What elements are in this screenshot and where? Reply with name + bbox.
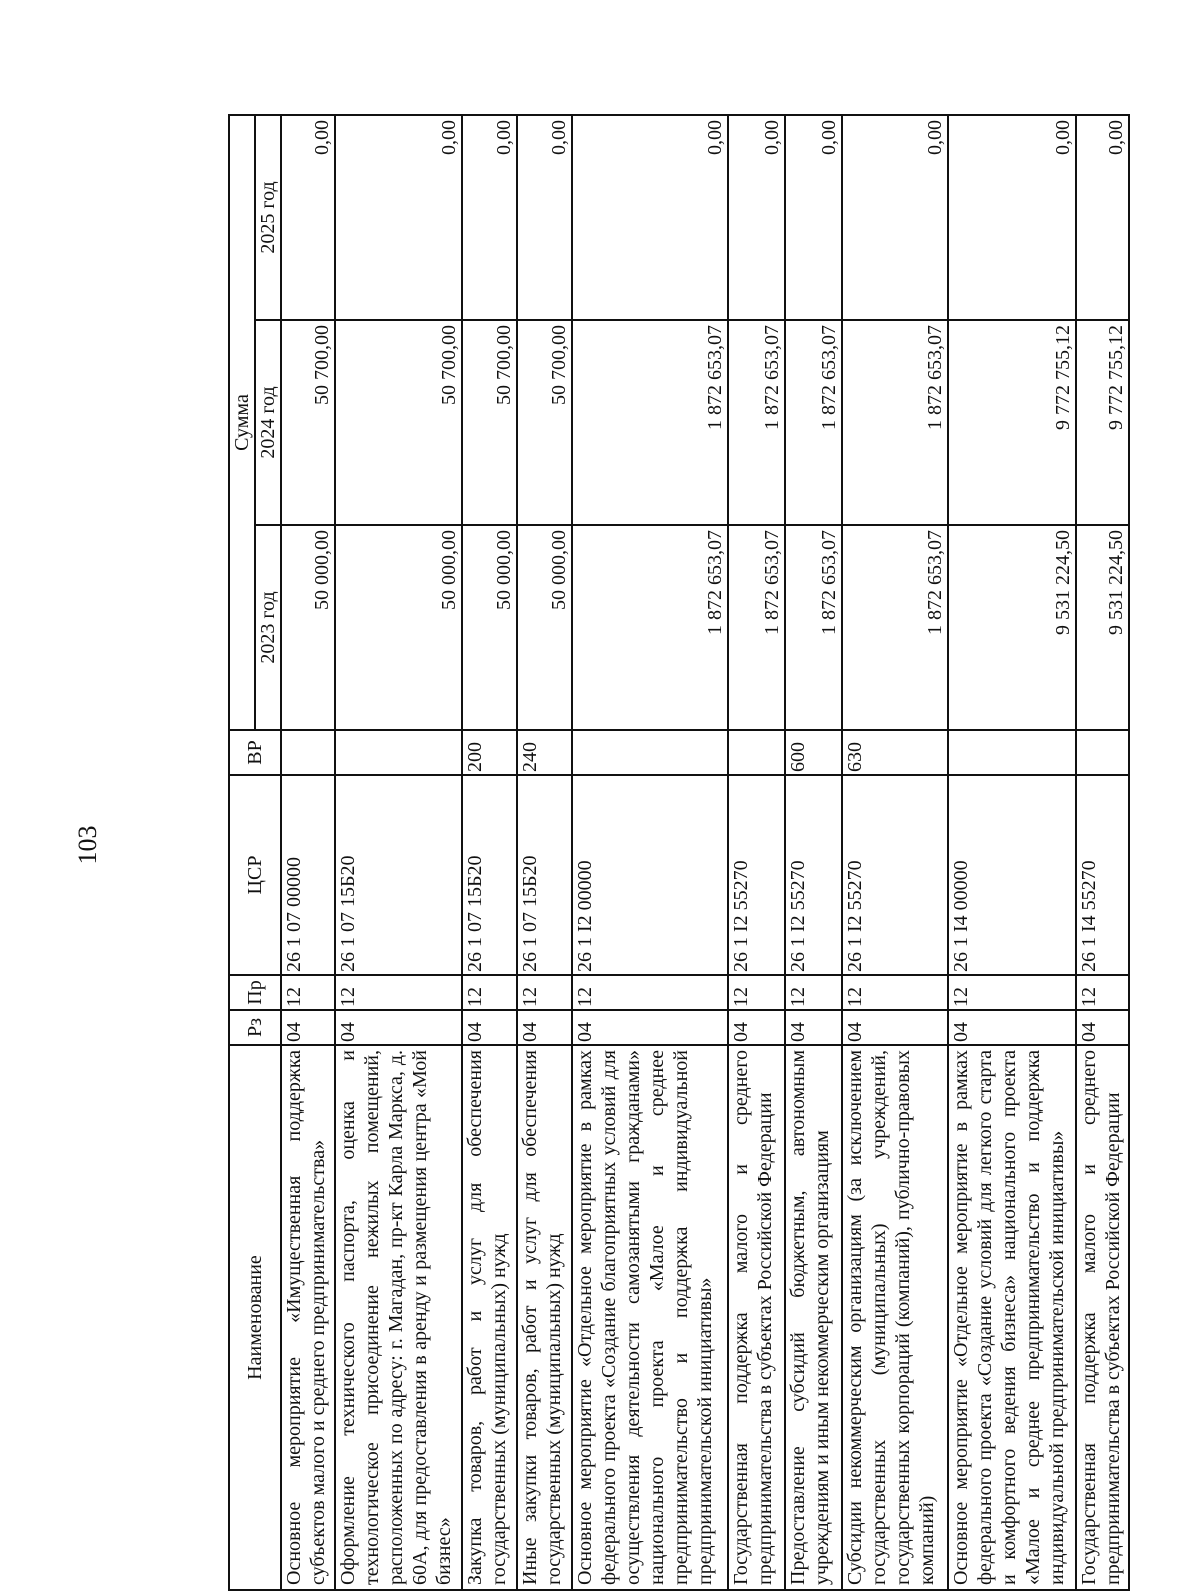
row-2024: 9 772 755,12 — [1076, 320, 1129, 525]
row-2025: 0,00 — [517, 115, 572, 320]
row-pr: 12 — [785, 975, 842, 1010]
header-2023: 2023 год — [255, 525, 281, 730]
row-vr — [281, 730, 335, 775]
row-2024: 50 700,00 — [462, 320, 517, 525]
row-pr: 12 — [1076, 975, 1129, 1010]
row-csr: 26 1 07 15Б20 — [462, 775, 517, 975]
row-vr — [1076, 730, 1129, 775]
header-rz: Рз — [229, 1010, 281, 1045]
row-rz: 04 — [948, 1010, 1076, 1045]
row-2024: 50 700,00 — [517, 320, 572, 525]
row-csr: 26 1 07 15Б20 — [335, 775, 462, 975]
table-row — [572, 115, 728, 1590]
row-2023: 50 000,00 — [462, 525, 517, 730]
row-name: Основное мероприятие «Отдельное мероприятие в рамках федерального проекта «Создание благоприятных условий для осуществления деятельности самозанятыми гражданами» национального проекта «Малое и среднее предпринимательство и поддержка индивидуальной предпринимательской инициативы» — [572, 1045, 728, 1590]
row-2023: 50 000,00 — [335, 525, 462, 730]
row-2023: 50 000,00 — [281, 525, 335, 730]
row-2023: 9 531 224,50 — [1076, 525, 1129, 730]
row-name: Основное мероприятие «Отдельное мероприятие в рамках федерального проекта «Создание условий для легкого старта и комфортного ведения бизнеса» национального проекта «Малое и среднее предпринимательство и поддержка индивидуальной предпринимательской инициативы» — [948, 1045, 1076, 1590]
row-2023: 50 000,00 — [517, 525, 572, 730]
row-2023: 1 872 653,07 — [842, 525, 948, 730]
row-pr: 12 — [948, 975, 1076, 1010]
row-vr: 200 — [462, 730, 517, 775]
row-vr: 240 — [517, 730, 572, 775]
header-2025: 2025 год — [255, 115, 281, 320]
row-2025: 0,00 — [281, 115, 335, 320]
header-csr: ЦСР — [229, 775, 281, 975]
table-row — [842, 115, 948, 1590]
row-name: Субсидии некоммерческим организациям (за исключением государственных (муниципальных) учреждений, государственных корпораций (компаний), публично-правовых компаний) — [842, 1045, 948, 1590]
row-2024: 50 700,00 — [335, 320, 462, 525]
row-2025: 0,00 — [572, 115, 728, 320]
header-sum: Сумма — [229, 115, 255, 730]
table-row — [462, 115, 517, 1590]
row-2025: 0,00 — [462, 115, 517, 320]
header-2024: 2024 год — [255, 320, 281, 525]
row-2024: 1 872 653,07 — [728, 320, 785, 525]
row-name: Закупка товаров, работ и услуг для обеспечения государственных (муниципальных) нужд — [462, 1045, 517, 1590]
row-name: Государственная поддержка малого и среднего предпринимательства в субъектах Российской Федерации — [1076, 1045, 1129, 1590]
header-name: Наименование — [229, 1045, 281, 1590]
row-pr: 12 — [335, 975, 462, 1010]
row-pr: 12 — [517, 975, 572, 1010]
row-vr — [572, 730, 728, 775]
row-csr: 26 1 I2 55270 — [842, 775, 948, 975]
row-vr — [728, 730, 785, 775]
table-row — [948, 115, 1076, 1590]
row-pr: 12 — [462, 975, 517, 1010]
row-csr: 26 1 I4 00000 — [948, 775, 1076, 975]
row-2024: 1 872 653,07 — [785, 320, 842, 525]
row-rz: 04 — [335, 1010, 462, 1045]
row-2024: 1 872 653,07 — [842, 320, 948, 525]
row-csr: 26 1 07 15Б20 — [517, 775, 572, 975]
row-2025: 0,00 — [948, 115, 1076, 320]
row-2025: 0,00 — [335, 115, 462, 320]
row-2023: 9 531 224,50 — [948, 525, 1076, 730]
row-2025: 0,00 — [1076, 115, 1129, 320]
row-pr: 12 — [572, 975, 728, 1010]
row-rz: 04 — [728, 1010, 785, 1045]
row-2024: 9 772 755,12 — [948, 320, 1076, 525]
budget-table — [228, 114, 1130, 1591]
row-vr — [948, 730, 1076, 775]
row-name: Основное мероприятие «Имущественная поддержка субъектов малого и среднего предпринимательства» — [281, 1045, 335, 1590]
row-vr — [335, 730, 462, 775]
row-rz: 04 — [572, 1010, 728, 1045]
row-rz: 04 — [281, 1010, 335, 1045]
table-row — [728, 115, 785, 1590]
row-csr: 26 1 I4 55270 — [1076, 775, 1129, 975]
row-csr: 26 1 I2 00000 — [572, 775, 728, 975]
row-rz: 04 — [462, 1010, 517, 1045]
row-name: Предоставление субсидий бюджетным, автономным учреждениям и иным некоммерческим организациям — [785, 1045, 842, 1590]
header-vr: ВР — [229, 730, 281, 775]
table-row — [785, 115, 842, 1590]
row-2025: 0,00 — [785, 115, 842, 320]
row-rz: 04 — [785, 1010, 842, 1045]
row-vr: 630 — [842, 730, 948, 775]
table-row — [281, 115, 335, 1590]
table-row — [335, 115, 462, 1590]
row-vr: 600 — [785, 730, 842, 775]
row-pr: 12 — [842, 975, 948, 1010]
row-csr: 26 1 I2 55270 — [728, 775, 785, 975]
row-rz: 04 — [842, 1010, 948, 1045]
row-name: Оформление технического паспорта, оценка и технологическое присоединение нежилых помещений, расположенных по адресу: г. Магадан, пр-кт Карла Маркса, д. 60А, для предоставления в аренду и размещения центра «Мой бизнес» — [335, 1045, 462, 1590]
row-name: Государственная поддержка малого и среднего предпринимательства в субъектах Российской Федерации — [728, 1045, 785, 1590]
row-2025: 0,00 — [728, 115, 785, 320]
page-number: 103 — [73, 825, 102, 865]
row-name: Иные закупки товаров, работ и услуг для обеспечения государственных (муниципальных) нужд — [517, 1045, 572, 1590]
row-pr: 12 — [281, 975, 335, 1010]
row-rz: 04 — [517, 1010, 572, 1045]
table-row — [1076, 115, 1129, 1590]
row-2023: 1 872 653,07 — [785, 525, 842, 730]
row-2023: 1 872 653,07 — [728, 525, 785, 730]
row-2024: 50 700,00 — [281, 320, 335, 525]
row-csr: 26 1 07 00000 — [281, 775, 335, 975]
row-2024: 1 872 653,07 — [572, 320, 728, 525]
row-2025: 0,00 — [842, 115, 948, 320]
row-pr: 12 — [728, 975, 785, 1010]
budget-table-sheet — [228, 116, 1172, 1591]
table-row — [517, 115, 572, 1590]
row-csr: 26 1 I2 55270 — [785, 775, 842, 975]
header-pr: Пр — [229, 975, 281, 1010]
row-2023: 1 872 653,07 — [572, 525, 728, 730]
row-rz: 04 — [1076, 1010, 1129, 1045]
